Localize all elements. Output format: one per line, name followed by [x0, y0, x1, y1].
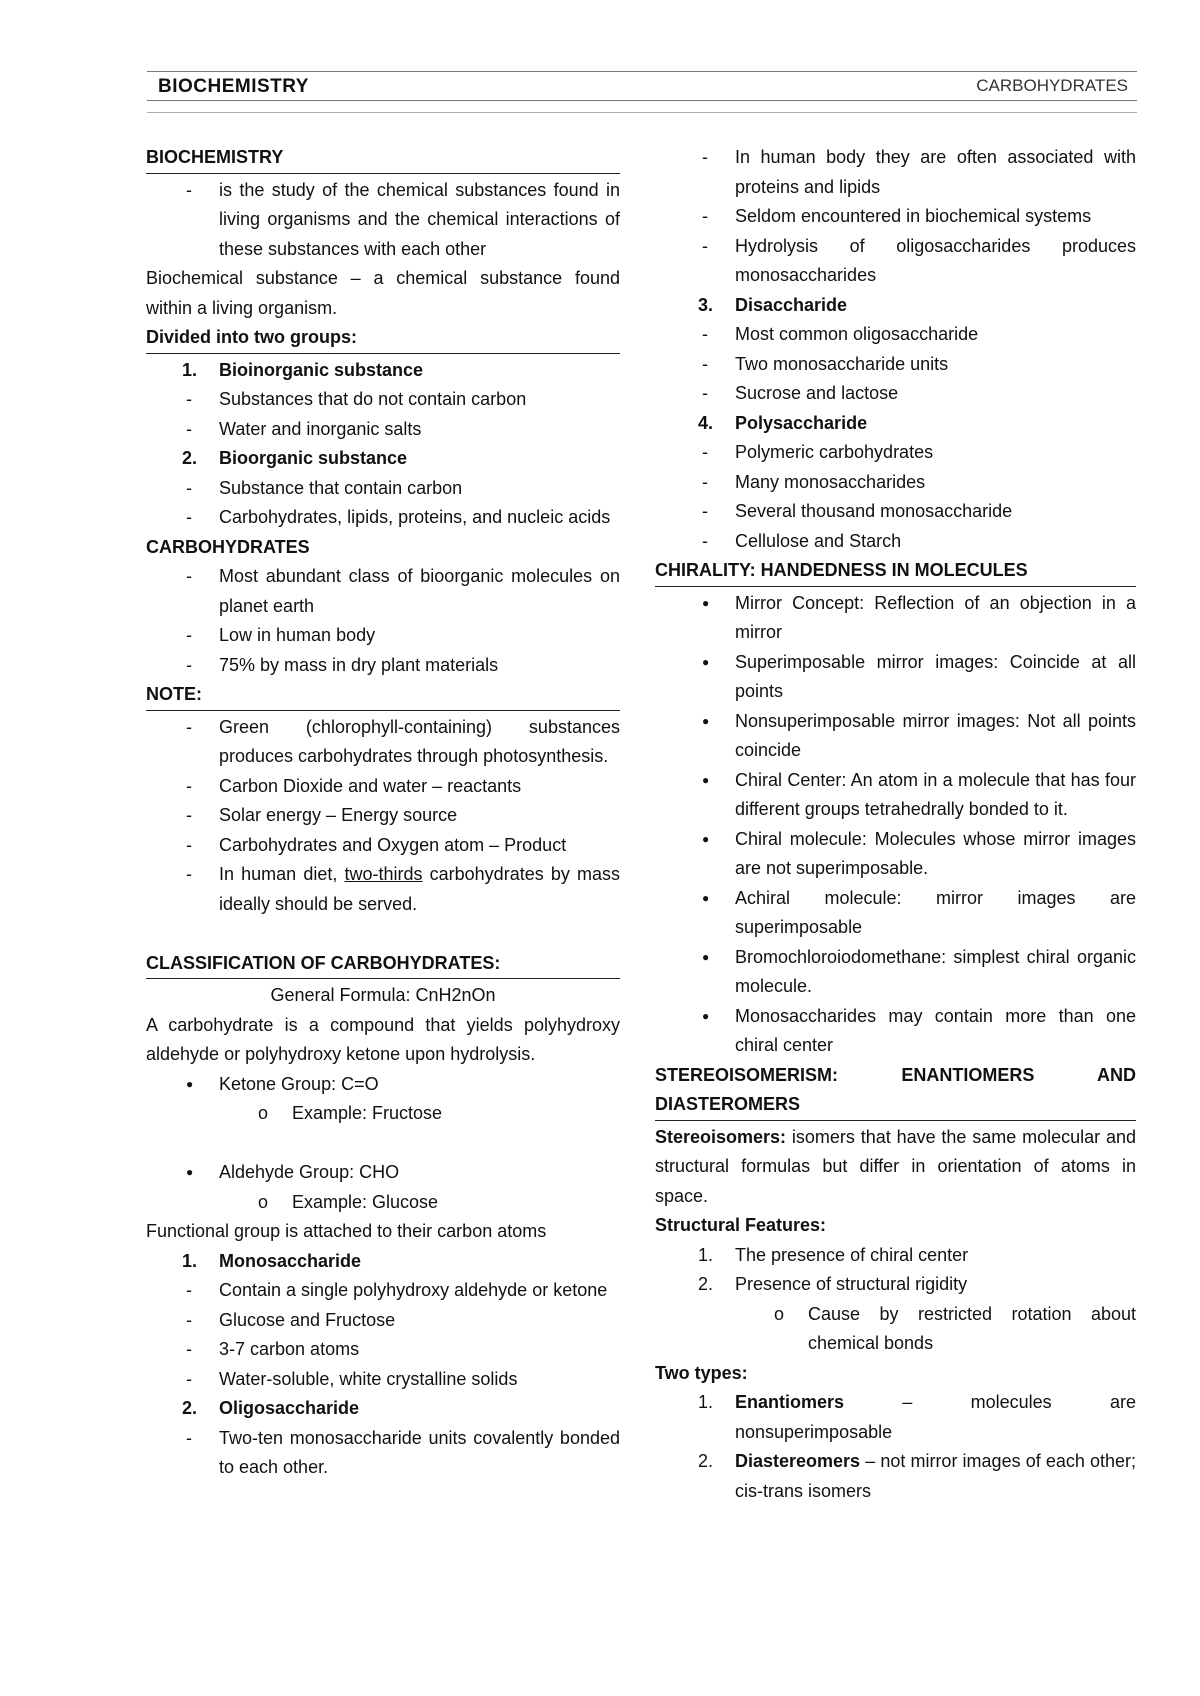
structural-feature-2: 2. Presence of structural rigidity: [698, 1274, 968, 1294]
list-item: - Sucrose and lactose: [662, 379, 1136, 409]
list-item: - Solar energy – Energy source: [146, 801, 620, 831]
disaccharide-title: Disaccharide: [735, 294, 848, 315]
header-bottom-rule: [147, 100, 1137, 101]
bullet-item: ● Nonsuperimposable mirror images: Not all points coincide: [662, 707, 1136, 766]
human-diet-text-a: In human diet,: [219, 864, 345, 884]
general-formula: General Formula: CnH2nOn: [270, 985, 496, 1005]
section-title-note: NOTE:: [146, 680, 620, 711]
divided-heading: Divided into two groups:: [146, 323, 620, 354]
polysaccharide-title: Polysaccharide: [735, 412, 868, 433]
list-item: - Contain a single polyhydroxy aldehyde or ketone: [146, 1276, 620, 1306]
human-diet-item: [146, 860, 620, 919]
type-diastereomers: 2. Diastereomers – not mirror images of each other; cis-trans isomers: [698, 1451, 1136, 1501]
structural-features-title: Structural Features:: [655, 1215, 827, 1235]
list-item: - In human body they are often associated with proteins and lipids: [662, 143, 1136, 202]
class-4: 4. Polysaccharide: [698, 412, 868, 433]
list-item: - 75% by mass in dry plant materials: [146, 651, 620, 681]
ketone-group: ● Ketone Group: C=O: [146, 1070, 620, 1100]
group-1-title: Bioinorganic substance: [219, 359, 424, 380]
bullet-item: ● Bromochloroiodomethane: simplest chiral organic molecule.: [662, 943, 1136, 1002]
bullet-item: ● Superimposable mirror images: Coincide at all points: [662, 648, 1136, 707]
class-2: 2. Oligosaccharide: [182, 1398, 360, 1418]
group-2: 2. Bioorganic substance: [182, 448, 408, 468]
enantiomers-text: – molecules are nonsuperimposable: [735, 1392, 1136, 1442]
header-bottom-rule-2: [147, 112, 1137, 113]
header-topic: CARBOHYDRATES: [976, 76, 1128, 95]
left-column: [146, 143, 620, 1483]
list-item: - Two-ten monosaccharide units covalently bonded to each other.: [146, 1424, 620, 1483]
stereoisomers-text: isomers that have the same molecular and structural formulas but differ in orientation of atoms in space.: [655, 1126, 1136, 1206]
human-diet-text-b: carbohydrates by mass ideally should be served.: [219, 864, 620, 914]
list-item: - Water and inorganic salts: [146, 415, 620, 445]
list-item: - Cellulose and Starch: [662, 527, 1136, 557]
header-subject: BIOCHEMISTRY: [158, 76, 309, 97]
two-types-title: Two types:: [655, 1362, 748, 1383]
section-title-biochemistry: BIOCHEMISTRY: [146, 143, 620, 174]
list-item: - Hydrolysis of oligosaccharides produces monosaccharides: [662, 232, 1136, 291]
right-column: [655, 143, 1136, 1506]
aldehyde-example: o Example: Glucose: [146, 1188, 620, 1218]
list-item: - Most common oligosaccharide: [662, 320, 1136, 350]
spacer: [146, 919, 620, 949]
biochemical-substance-text: Biochemical substance – a chemical substance found within a living organism.: [146, 268, 620, 318]
section-title-carbohydrates: CARBOHYDRATES: [146, 536, 310, 557]
ketone-example: o Example: Fructose: [146, 1099, 620, 1129]
list-item: - Seldom encountered in biochemical systems: [662, 202, 1136, 232]
list-item: - Many monosaccharides: [662, 468, 1136, 498]
list-item: - Most abundant class of bioorganic molecules on planet earth: [146, 562, 620, 621]
oligosaccharide-title: Oligosaccharide: [219, 1398, 360, 1418]
list-item: - Carbohydrates, lipids, proteins, and nucleic acids: [146, 503, 620, 533]
bullet-item: ● Mirror Concept: Reflection of an objection in a mirror: [662, 589, 1136, 648]
list-item: - Low in human body: [146, 621, 620, 651]
section-title-stereoisomerism: STEREOISOMERISM: ENANTIOMERS AND DIASTEROMERS: [655, 1061, 1136, 1121]
list-item: - Two monosaccharide units: [662, 350, 1136, 380]
class-1: 1. Monosaccharide: [182, 1250, 362, 1271]
list-item: - Green (chlorophyll-containing) substances produces carbohydrates through photosynthesis.: [146, 713, 620, 772]
header-top-rule: [147, 71, 1137, 72]
diastereomers-term: Diastereomers: [735, 1451, 861, 1471]
structural-feature-text: Presence of structural rigidity: [735, 1274, 968, 1294]
list-item: - Glucose and Fructose: [146, 1306, 620, 1336]
list-item: - Substance that contain carbon: [146, 474, 620, 504]
human-diet-underlined: two-thirds: [344, 864, 423, 884]
biochemistry-definition: - is the study of the chemical substances found in living organisms and the chemical interactions of these substances with each other: [146, 176, 620, 265]
stereoisomers-definition: [655, 1123, 1136, 1212]
section-title-classification: CLASSIFICATION OF CARBOHYDRATES:: [146, 949, 620, 980]
section-title-chirality: CHIRALITY: HANDEDNESS IN MOLECULES: [655, 556, 1136, 587]
list-item: - Several thousand monosaccharide: [662, 497, 1136, 527]
enantiomers-term: Enantiomers: [735, 1392, 845, 1412]
list-item: - Water-soluble, white crystalline solids: [146, 1365, 620, 1395]
bullet-item: ● Chiral Center: An atom in a molecule that has four different groups tetrahedrally bonded to it.: [662, 766, 1136, 825]
group-1: 1. Bioinorganic substance: [182, 359, 424, 380]
bullet-item: ● Chiral molecule: Molecules whose mirror images are not superimposable.: [662, 825, 1136, 884]
group-2-title: Bioorganic substance: [219, 448, 408, 468]
structural-feature-text: The presence of chiral center: [735, 1244, 969, 1265]
list-item: - Substances that do not contain carbon: [146, 385, 620, 415]
list-item: - Carbohydrates and Oxygen atom – Product: [146, 831, 620, 861]
monosaccharide-title: Monosaccharide: [219, 1250, 362, 1271]
list-item: - 3-7 carbon atoms: [146, 1335, 620, 1365]
list-item: - Polymeric carbohydrates: [662, 438, 1136, 468]
type-enantiomers: 1. Enantiomers – molecules are nonsuperimposable: [698, 1392, 1136, 1442]
diastereomers-text: – not mirror images of each other; cis-trans isomers: [735, 1451, 1136, 1501]
functional-group-text: Functional group is attached to their carbon atoms: [146, 1221, 547, 1241]
stereoisomers-term: Stereoisomers:: [655, 1126, 787, 1147]
structural-feature-subitem: o Cause by restricted rotation about chemical bonds: [662, 1300, 1136, 1359]
class-3: 3. Disaccharide: [698, 294, 848, 315]
bullet-item: ● Achiral molecule: mirror images are superimposable: [662, 884, 1136, 943]
list-item: - Carbon Dioxide and water – reactants: [146, 772, 620, 802]
bullet-item: ● Monosaccharides may contain more than one chiral center: [662, 1002, 1136, 1061]
spacer: [146, 1129, 620, 1159]
structural-feature-1: 1. The presence of chiral center: [698, 1244, 969, 1265]
aldehyde-group: ● Aldehyde Group: CHO: [146, 1158, 620, 1188]
carbohydrate-definition: A carbohydrate is a compound that yields polyhydroxy aldehyde or polyhydroxy ketone upon hydrolysis.: [146, 1014, 620, 1064]
